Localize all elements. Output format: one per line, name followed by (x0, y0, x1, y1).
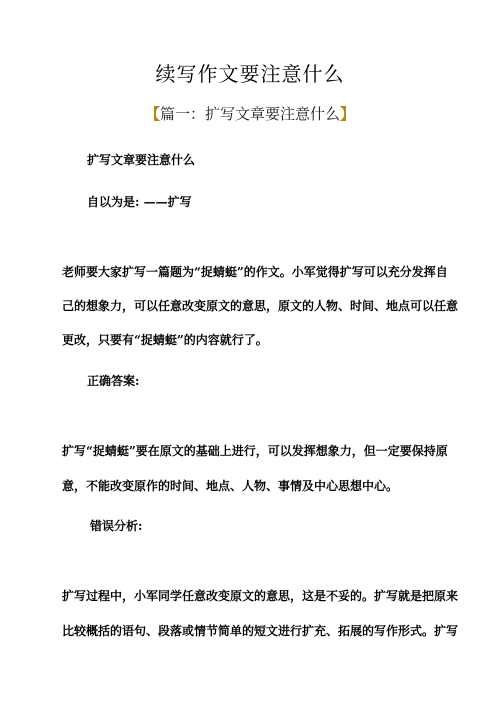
document-title: 续写作文要注意什么 (155, 62, 345, 86)
paragraph-line: 老师要大家扩写一篇题为“捉蜻蜓”的作文。小军觉得扩写可以充分发挥自 (62, 265, 448, 279)
paragraph-line: 己的想象力，可以任意改变原文的意思，原文的人物、时间、地点可以任意 (62, 299, 459, 313)
paragraph-line: 扩写过程中，小军同学任意改变原文的意思，这是不妥的。扩写就是把原来 (62, 589, 459, 603)
subtitle-text: 篇一：扩写文章要注意什么 (159, 105, 340, 123)
intro-line: 自以为是: ——扩写 (87, 195, 192, 209)
subtitle-close-bracket: 】 (340, 105, 356, 123)
paragraph-line: 比较概括的语句、段落或情节简单的短文进行扩充、拓展的写作形式。扩写 (62, 624, 459, 638)
paragraph-line: 意，不能改变原作的时间、地点、人物、事情及中心思想中心。 (62, 479, 399, 493)
analysis-heading: 错误分析: (90, 519, 143, 533)
section-heading: 扩写文章要注意什么 (87, 153, 196, 167)
subtitle-open-bracket: 【 (144, 105, 160, 123)
paragraph-line: 扩写“捉蜻蜓”要在原文的基础上进行，可以发挥想象力，但一定要保持原 (62, 444, 448, 458)
answer-heading: 正确答案: (87, 374, 140, 388)
document-subtitle (0, 103, 500, 124)
paragraph-line: 更改，只要有“捉蜻蜓”的内容就行了。 (62, 333, 268, 347)
